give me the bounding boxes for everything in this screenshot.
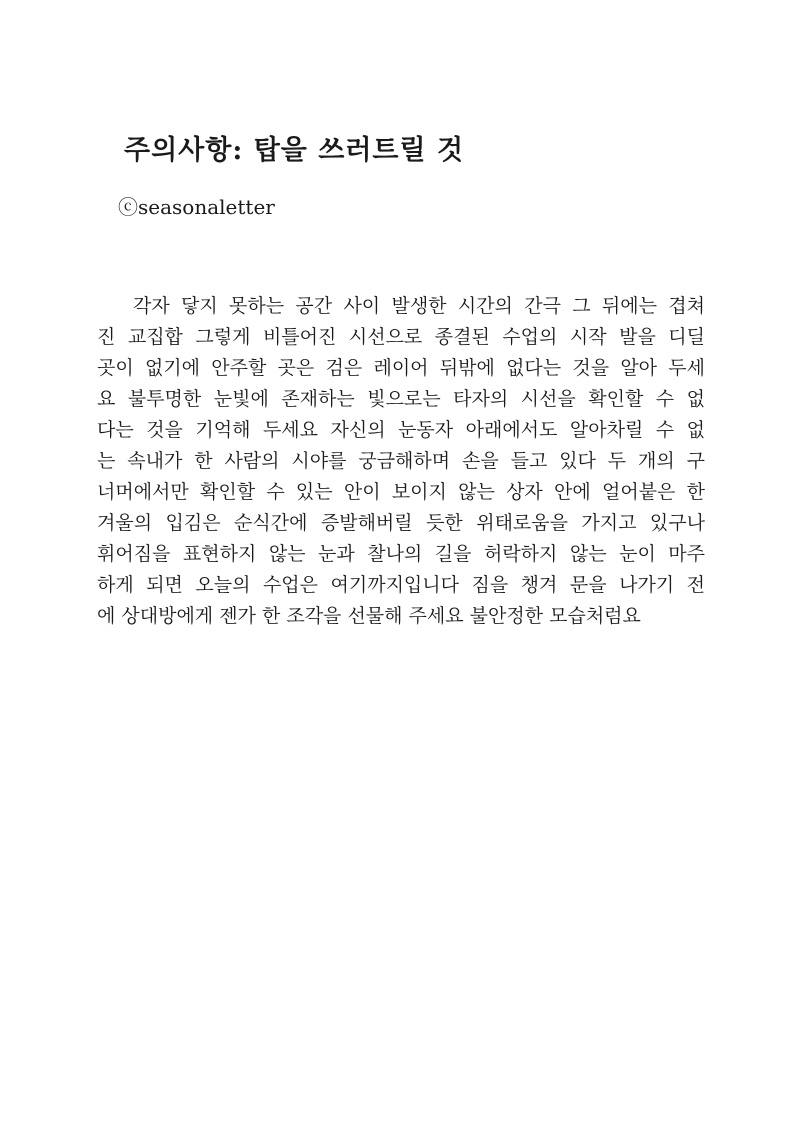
text-line: 에 상대방에게 젠가 한 조각을 선물해 주세요 불안정한 모습처럼요 [97,605,641,627]
text-line: 너머에서만 확인할 수 있는 안이 보이지 않는 상자 안에 얼어붙은 한 [97,481,705,503]
text-line: 요 불투명한 눈빛에 존재하는 빛으로는 타자의 시선을 확인할 수 없 [97,388,705,410]
text-line: 곳이 없기에 안주할 곳은 검은 레이어 뒤밖에 없다는 것을 알아 두세 [97,357,705,379]
text-line: 다는 것을 기억해 두세요 자신의 눈동자 아래에서도 알아차릴 수 없 [97,419,705,441]
text-line: 진 교집합 그렇게 비틀어진 시선으로 종결된 수업의 시작 발을 디딜 [97,326,705,348]
page-title: 주의사항: 탑을 쓰러트릴 것 [124,135,465,166]
copyright-byline: ⓒseasonaletter [118,195,275,219]
text-line: 겨울의 입김은 순식간에 증발해버릴 듯한 위태로움을 가지고 있구나 [97,512,705,534]
text-line: 각자 닿지 못하는 공간 사이 발생한 시간의 간극 그 뒤에는 겹쳐 [133,295,705,317]
body-paragraph [97,291,705,632]
text-line: 휘어짐을 표현하지 않는 눈과 찰나의 길을 허락하지 않는 눈이 마주 [97,543,705,565]
text-line: 하게 되면 오늘의 수업은 여기까지입니다 짐을 챙겨 문을 나가기 전 [97,574,705,596]
text-line: 는 속내가 한 사람의 시야를 궁금해하며 손을 들고 있다 두 개의 구 [97,450,705,472]
